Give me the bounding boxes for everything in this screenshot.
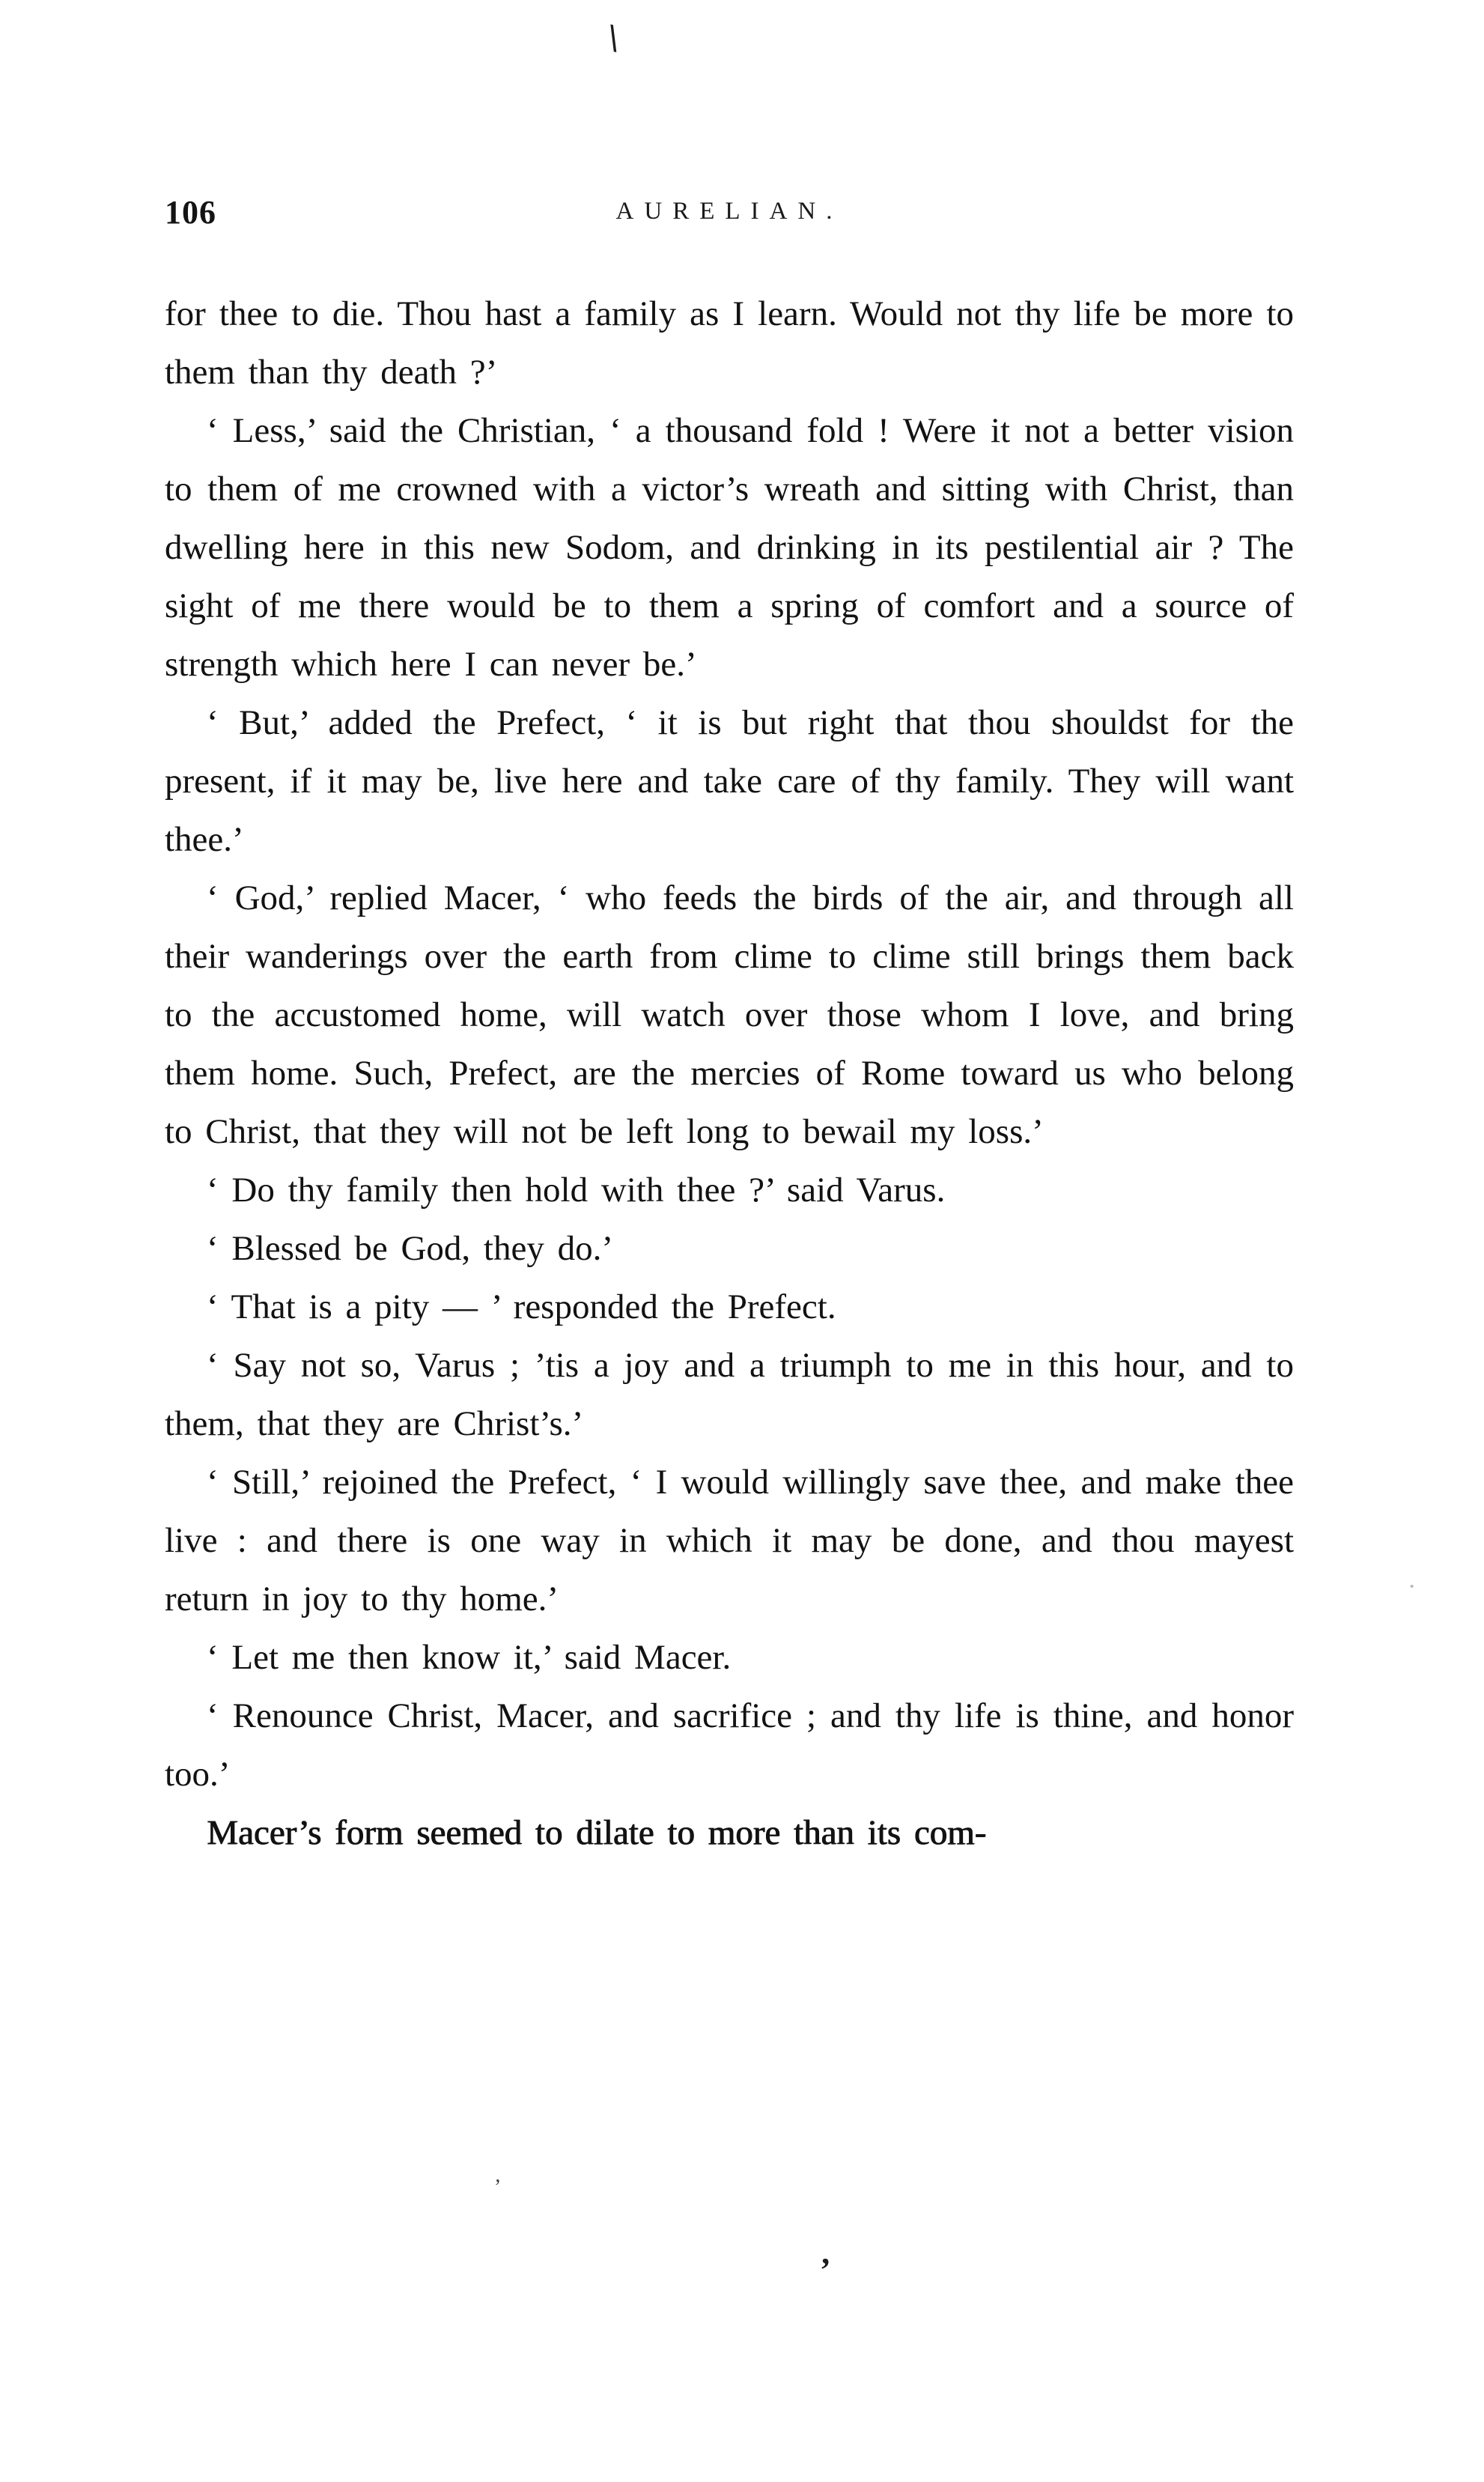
paragraph: ‘ Still,’ rejoined the Prefect, ‘ I would willingly save thee, and make thee live : and there is one way in which it may be done, and thou mayest return in joy to thy home.’: [165, 1463, 1294, 1618]
ink-mark-bottom-bold: ’: [820, 2251, 831, 2288]
ink-mark-bottom-small: ’: [494, 2176, 502, 2199]
page-number: 106: [165, 194, 216, 231]
ink-speck-right-margin: ·: [1408, 1573, 1417, 1600]
ink-smudge-top: \: [603, 16, 624, 61]
paragraph: Macer’s form seemed to dilate to more than its com-: [207, 1813, 987, 1852]
paragraph: ‘ But,’ added the Prefect, ‘ it is but right that thou shouldst for the present, if it may be, live here and take care of thy family. They will want thee.’: [165, 703, 1294, 859]
paragraph: ‘ Say not so, Varus ; ’tis a joy and a triumph to me in this hour, and to them, that they are Christ’s.’: [165, 1346, 1294, 1443]
paragraph: ‘ That is a pity — ’ responded the Prefect.: [207, 1287, 836, 1326]
running-title: AURELIAN.: [615, 198, 843, 225]
paragraph: ‘ Blessed be God, they do.’: [207, 1229, 613, 1268]
paragraph: ‘ Less,’ said the Christian, ‘ a thousand fold ! Were it not a better vision to them of me crowned with a victor’s wreath and sitting with Christ, than dwelling here in this new Sodom, and drinking in its pestilential air ? The sight of me there would be to them a spring of comfort and a source of strength which here I can never be.’: [165, 411, 1294, 684]
paragraph: ‘ God,’ replied Macer, ‘ who feeds the birds of the air, and through all their wanderings over the earth from clime to clime still brings them back to the accustomed home, will watch over those whom I love, and bring them home. Such, Prefect, are the mercies of Rome toward us who belong to Christ, that they will not be left long to bewail my loss.’: [165, 879, 1294, 1151]
page-text: [165, 285, 1294, 1862]
paragraph: ‘ Do thy family then hold with thee ?’ said Varus.: [207, 1171, 946, 1210]
paragraph: ‘ Let me then know it,’ said Macer.: [207, 1638, 732, 1677]
paragraph: ‘ Renounce Christ, Macer, and sacrifice ; and thy life is thine, and honor too.’: [165, 1696, 1294, 1794]
page-header: [165, 193, 1294, 246]
paragraph: for thee to die. Thou hast a family as I learn. Would not thy life be more to them than thy death ?’: [165, 294, 1294, 392]
